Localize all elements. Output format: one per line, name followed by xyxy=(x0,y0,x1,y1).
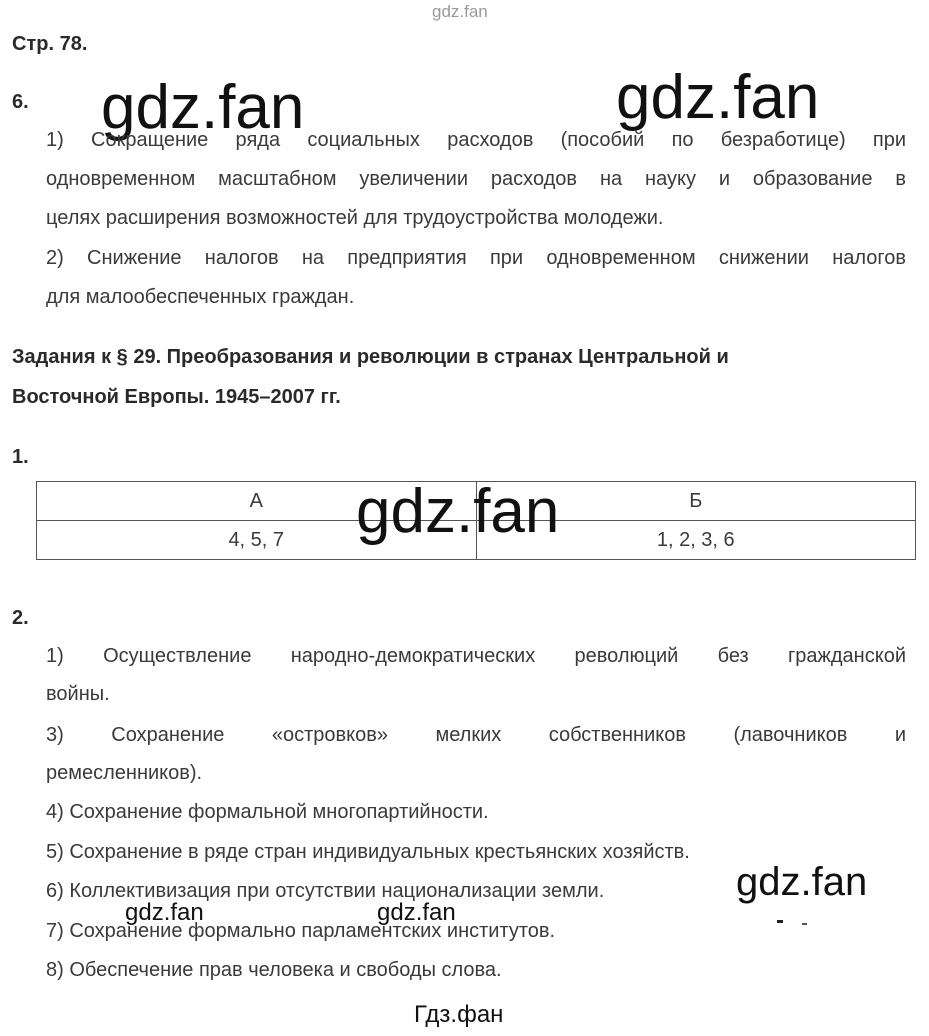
watermark-small-center: gdz.fan xyxy=(377,899,456,926)
task2-line-5: 4) Сохранение формальной многопартийности. xyxy=(46,801,489,823)
task6-line-2: одновременном масштабном увеличении расходов на науку и образование в xyxy=(46,168,906,190)
watermark-right-mid: gdz.fan xyxy=(736,860,868,904)
section-title-line-2: Восточной Европы. 1945–2007 гг. xyxy=(12,386,341,408)
task2-line-7: 6) Коллективизация при отсутствии национализации земли. xyxy=(46,880,605,902)
task2-line-9: 8) Обеспечение прав человека и свободы слова. xyxy=(46,959,502,981)
watermark-big-left: gdz.fan xyxy=(101,73,305,142)
watermark-big-right: gdz.fan xyxy=(616,63,820,132)
task2-line-3: 3) Сохранение «островков» мелких собственников (лавочников и xyxy=(46,724,906,746)
table-header-a: А xyxy=(37,482,477,521)
task6-number: 6. xyxy=(12,91,29,113)
watermark-table-center: gdz.fan xyxy=(356,477,560,546)
task6-line-3: целях расширения возможностей для трудоустройства молодежи. xyxy=(46,207,664,229)
dash-mark xyxy=(777,920,783,923)
task2-number: 2. xyxy=(12,607,29,629)
table-cell-a: 4, 5, 7 xyxy=(37,521,477,560)
page-label: Стр. 78. xyxy=(12,33,88,55)
table-header-b: Б xyxy=(476,482,916,521)
task6-line-5: для малообеспеченных граждан. xyxy=(46,286,355,308)
section-title-line-1: Задания к § 29. Преобразования и революции в странах Центральной и xyxy=(12,346,729,368)
watermark-bottom: Гдз.фан xyxy=(414,1001,504,1028)
task1-number: 1. xyxy=(12,446,29,468)
task6-line-1: 1) Сокращение ряда социальных расходов (пособий по безработице) при xyxy=(46,129,906,151)
task2-line-1: 1) Осуществление народно-демократических революций без гражданской xyxy=(46,645,906,667)
task2-line-2: войны. xyxy=(46,683,110,705)
table-cell-b: 1, 2, 3, 6 xyxy=(476,521,916,560)
task2-line-8: 7) Сохранение формально парламентских институтов. xyxy=(46,920,556,942)
dash-mark xyxy=(802,923,807,925)
watermark-top: gdz.fan xyxy=(432,2,488,21)
task2-line-4: ремесленников). xyxy=(46,762,203,784)
task6-line-4: 2) Снижение налогов на предприятия при одновременном снижении налогов xyxy=(46,247,906,269)
watermark-small-left: gdz.fan xyxy=(125,899,204,926)
task2-line-6: 5) Сохранение в ряде стран индивидуальных крестьянских хозяйств. xyxy=(46,841,690,863)
